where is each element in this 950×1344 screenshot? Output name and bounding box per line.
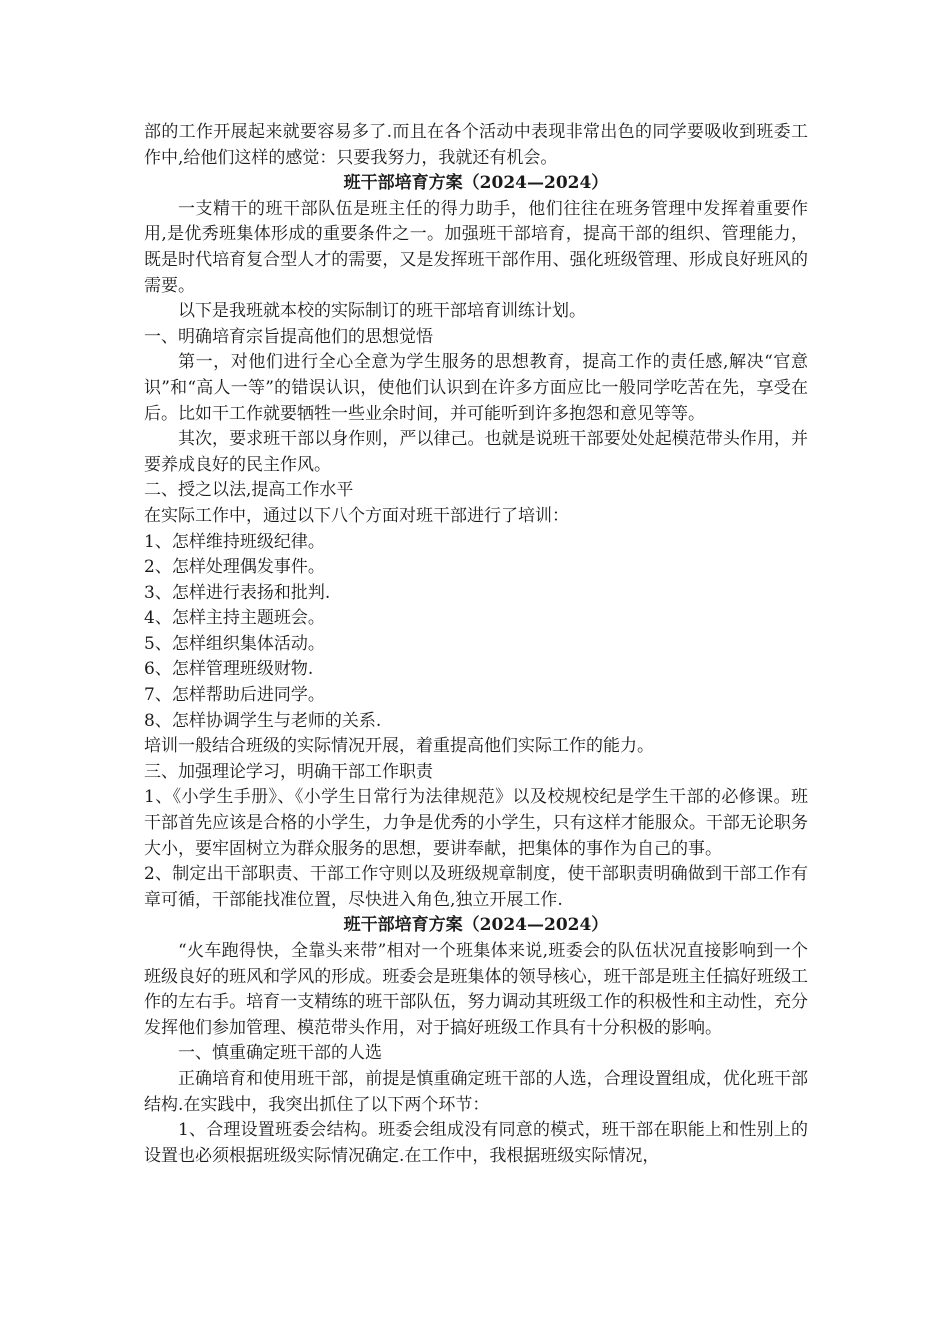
list-item: 8、怎样协调学生与老师的关系. — [144, 710, 382, 731]
list-item: 4、怎样主持主题班会。 — [144, 608, 325, 629]
list-item: 6、怎样管理班级财物. — [144, 659, 314, 680]
list-item: 3、怎样进行表扬和批判. — [144, 582, 331, 603]
section2-heading-1: 一、慎重确定班干部的人选 — [178, 1043, 382, 1064]
section1-title: 班干部培育方案（2024—2024） — [343, 173, 609, 194]
list-item: 7、怎样帮助后进同学。 — [144, 685, 325, 706]
section1-heading-2: 二、授之以法,提高工作水平 — [144, 480, 354, 501]
section2-paragraph-1: “火车跑得快，全靠头来带”相对一个班集体来说,班委会的队伍状况直接影响到一个班级良好的班风和学风的形成。班委会是班集体的领导核心，班干部是班主任搞好班级工作的左右手。培育一支精练的班干部队伍，努力调动其班级工作的积极性和主动性，充分发挥他们参加管理、模范带头作用，对于搞好班级工作具有十分积极的影响。 — [144, 941, 808, 1038]
section2-paragraph-2: 正确培育和使用班干部，前提是慎重确定班干部的人选，合理设置组成，优化班干部结构.在实践中，我突出抓住了以下两个环节： — [144, 1068, 808, 1115]
section2-paragraph-3: 1、合理设置班委会结构。班委会组成没有同意的模式，班干部在职能上和性别上的设置也必须根据班级实际情况确定.在工作中，我根据班级实际情况， — [144, 1120, 808, 1166]
section1-heading-1: 一、明确培育宗旨提高他们的思想觉悟 — [144, 326, 433, 347]
list-item: 5、怎样组织集体活动。 — [144, 633, 325, 654]
section1-paragraph-3: 第一，对他们进行全心全意为学生服务的思想教育，提高工作的责任感,解决“官意识”和“高人一等”的错误认识，使他们认识到在许多方面应比一般同学吃苦在先，享受在后。比如干工作就要牺牲一些业余时间，并可能听到许多抱怨和意见等等。 — [144, 352, 808, 424]
section1-paragraph-4: 其次，要求班干部以身作则，严以律己。也就是说班干部要处处起模范带头作用，并要养成良好的民主作风。 — [144, 429, 808, 475]
list-item: 2、怎样处理偶发事件。 — [144, 557, 325, 578]
section1-paragraph-1: 一支精干的班干部队伍是班主任的得力助手，他们往往在班务管理中发挥着重要作用,是优秀班集体形成的重要条件之一。加强班干部培育，提高干部的组织、管理能力，既是时代培育复合型人才的需要，又是发挥班干部作用、强化班级管理、形成良好班风的需要。 — [144, 198, 808, 296]
section1-paragraph-6: 培训一般结合班级的实际情况开展，着重提高他们实际工作的能力。 — [144, 736, 654, 757]
section1-paragraph-5: 在实际工作中，通过以下八个方面对班干部进行了培训： — [144, 505, 569, 526]
intro-continuation: 部的工作开展起来就要容易多了.而且在各个活动中表现非常出色的同学要吸收到班委工作中,给他们这样的感觉：只要我努力，我就还有机会。 — [144, 122, 808, 168]
section1-paragraph-7: 1、《小学生手册》、《小学生日常行为法律规范》以及校规校纪是学生干部的必修课。班干部首先应该是合格的小学生，力争是优秀的小学生，只有这样才能服众。干部无论职务大小，要牢固树立为群众服务的思想，要讲奉献，把集体的事作为自己的事。 — [144, 787, 808, 859]
section1-heading-3: 三、加强理论学习，明确干部工作职责 — [144, 761, 433, 782]
section2-title: 班干部培育方案（2024—2024） — [343, 915, 609, 936]
list-item: 1、怎样维持班级纪律。 — [144, 531, 325, 552]
document-page — [144, 120, 808, 1169]
section1-paragraph-8: 2、制定出干部职责、干部工作守则以及班级规章制度，使干部职责明确做到干部工作有章可循，干部能找准位置，尽快进入角色,独立开展工作. — [144, 864, 808, 910]
section1-paragraph-2: 以下是我班就本校的实际制订的班干部培育训练计划。 — [178, 301, 586, 322]
